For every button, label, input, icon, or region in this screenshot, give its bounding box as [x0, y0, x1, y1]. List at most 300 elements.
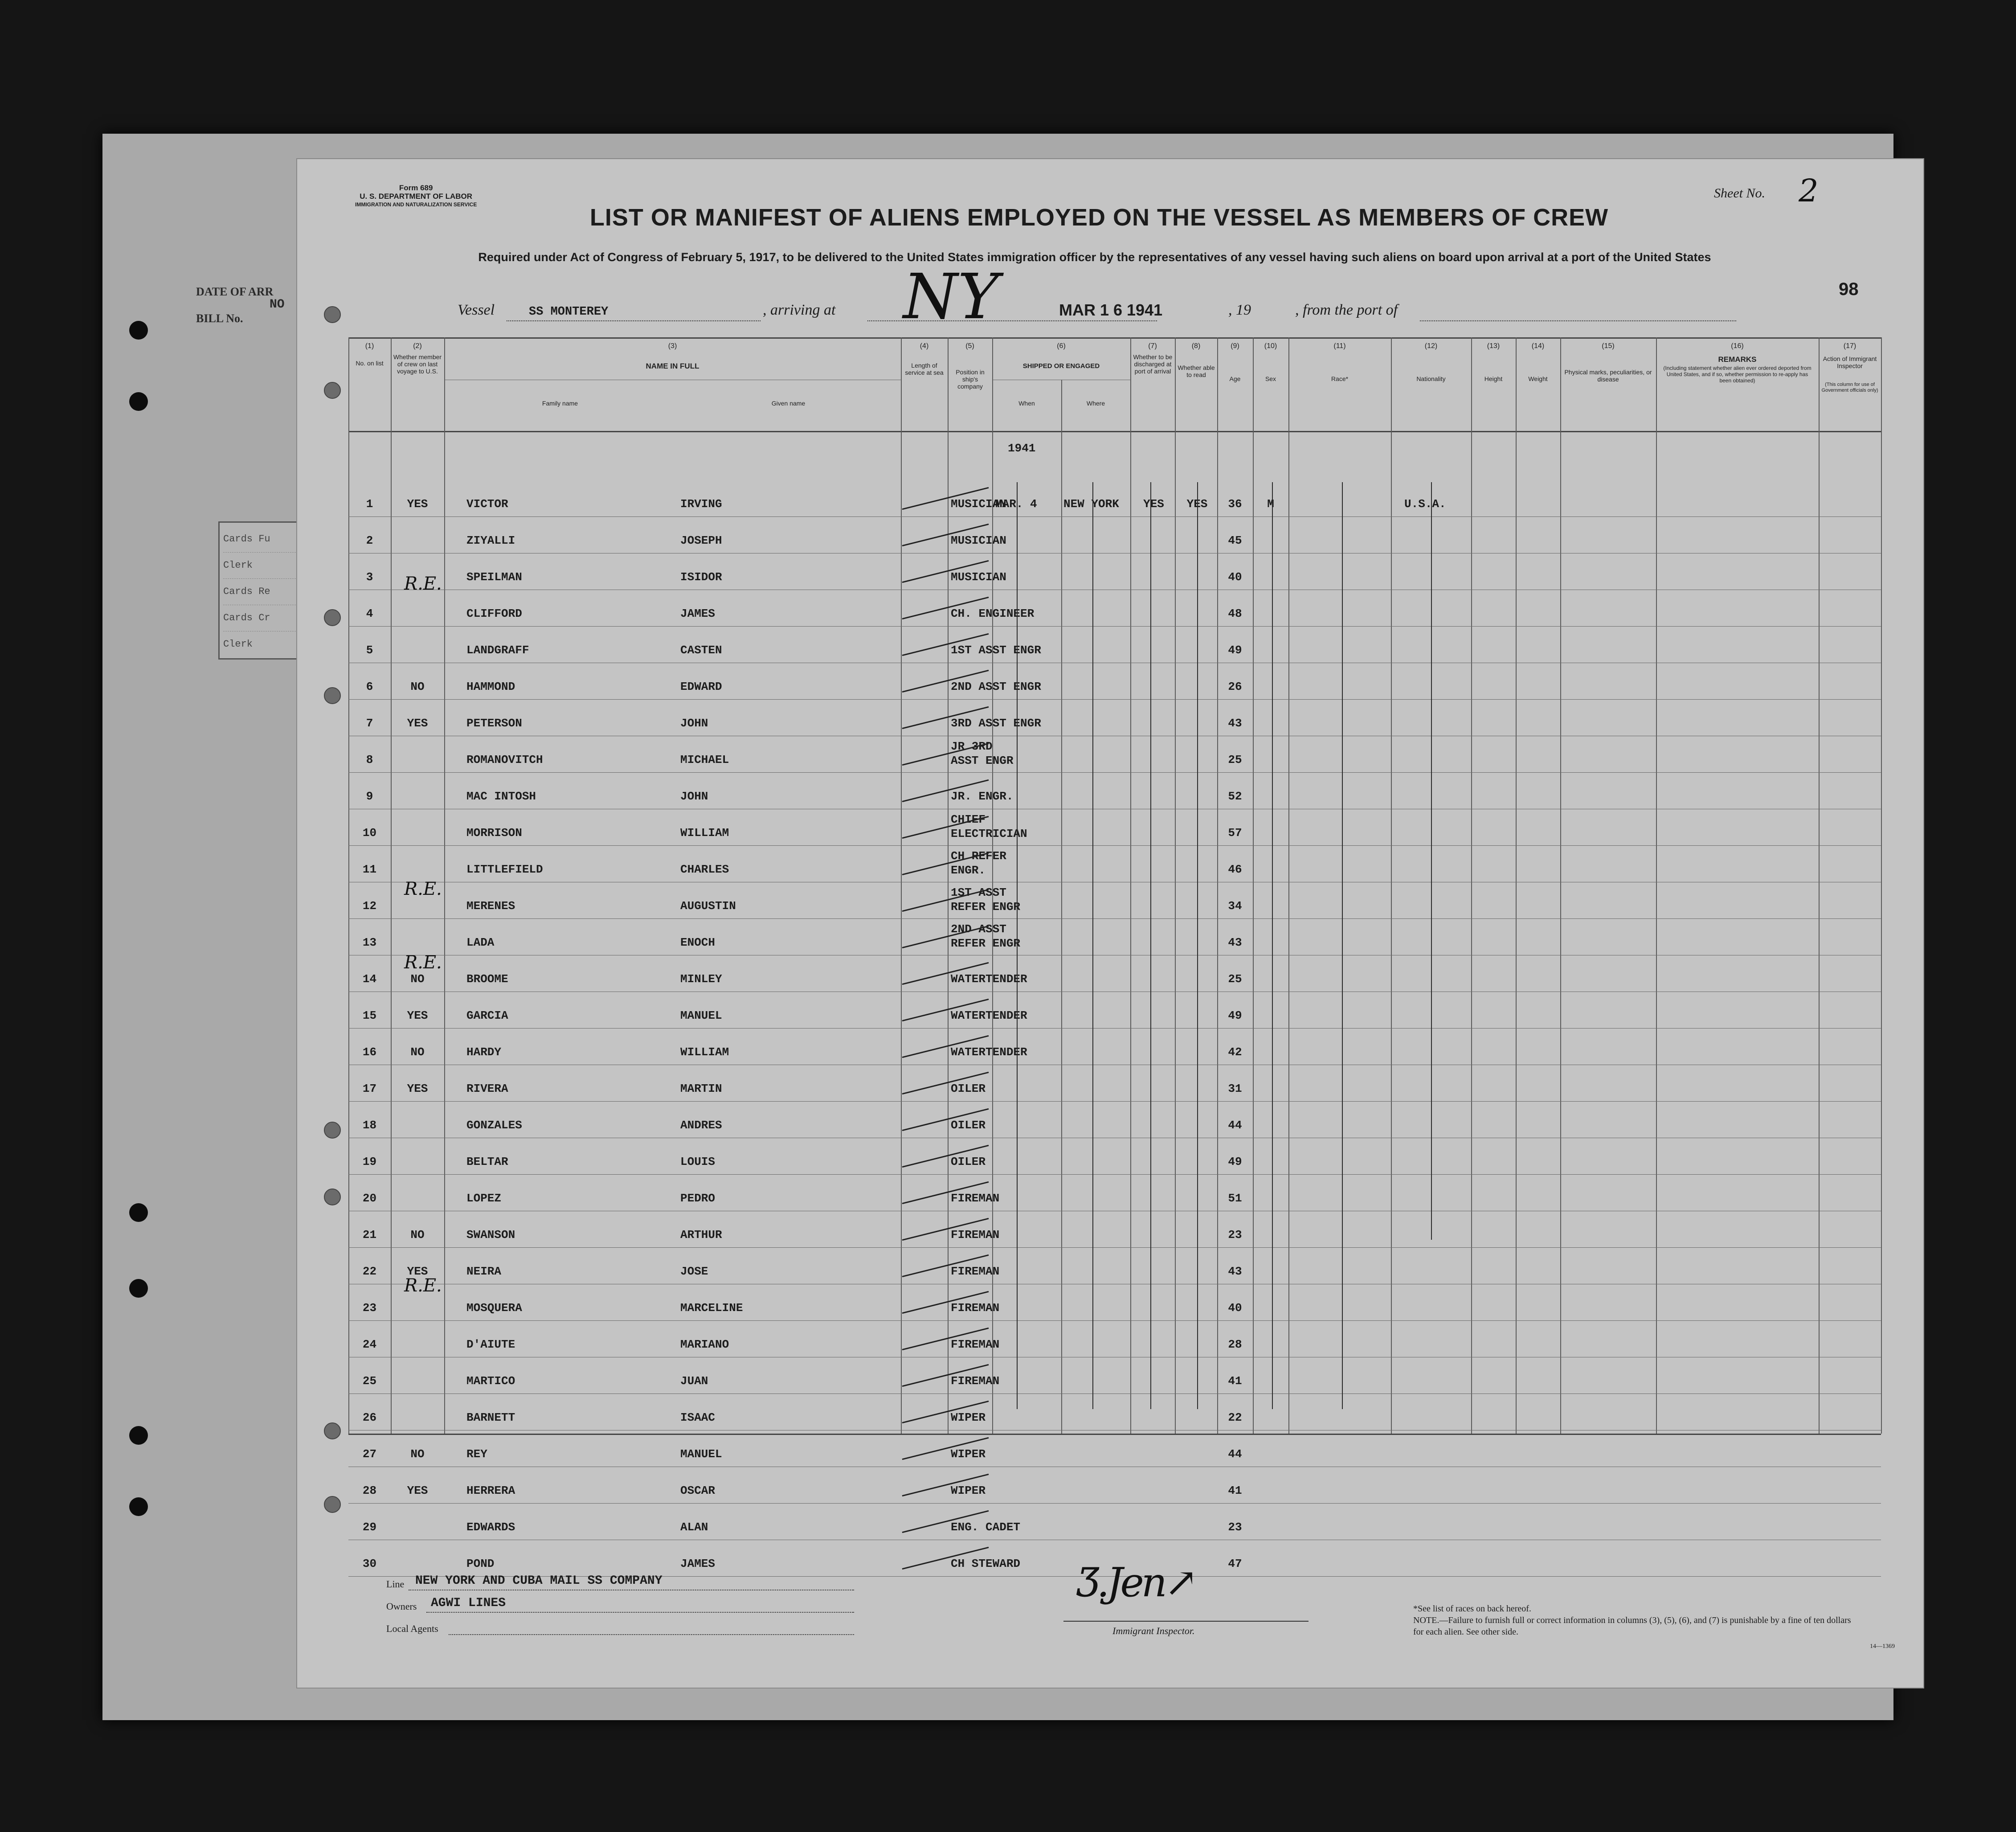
inspector-signature: Ʒ.Jen↗: [1077, 1559, 1196, 1606]
col-line: [1881, 337, 1882, 1434]
cell-row-number: 28: [362, 1484, 377, 1497]
col-header-length-service: Length of service at sea: [905, 362, 944, 376]
cell-row-number: 17: [362, 1082, 377, 1095]
table-row: [348, 1357, 1881, 1393]
owners-label: Owners: [386, 1601, 417, 1612]
crew-table: [348, 337, 1881, 1570]
col-num: (3): [668, 342, 677, 350]
cell-age: 57: [1228, 826, 1242, 840]
col-header-when: When: [1018, 400, 1035, 407]
cell-row-number: 26: [362, 1411, 377, 1424]
cell-family-name: MAC INTOSH: [466, 790, 536, 803]
cell-family-name: LADA: [466, 936, 495, 949]
cell-row-number: 8: [366, 753, 373, 766]
cell-family-name: BELTAR: [466, 1155, 508, 1168]
sheet-number: 2: [1799, 172, 1819, 209]
table-row: [348, 1247, 1881, 1284]
col-num: (6): [1057, 342, 1066, 350]
cell-age: 43: [1228, 1265, 1242, 1278]
service-name: IMMIGRATION AND NATURALIZATION SERVICE: [355, 201, 477, 208]
col-header-given-name: Given name: [771, 400, 806, 407]
cell-age: 25: [1228, 753, 1242, 766]
cell-last-voyage: YES: [407, 1265, 428, 1278]
cell-age: 31: [1228, 1082, 1242, 1095]
col-num: (16): [1731, 342, 1744, 350]
col-num: (4): [920, 342, 929, 350]
cell-given-name: MARCELINE: [680, 1301, 743, 1315]
cell-given-name: ISAAC: [680, 1411, 716, 1424]
cell-position: MUSICIAN: [951, 534, 1006, 547]
ditto-line: [1092, 482, 1093, 1409]
cell-family-name: ROMANOVITCH: [466, 753, 543, 766]
binder-hole: [129, 321, 148, 340]
cell-age: 49: [1228, 1009, 1242, 1022]
cell-position-line2: ENGR.: [951, 864, 986, 877]
cell-position: 1ST ASST ENGR: [951, 643, 1041, 657]
cell-family-name: VICTOR: [466, 497, 508, 511]
cell-given-name: WILLIAM: [680, 826, 729, 840]
cell-age: 23: [1228, 1228, 1242, 1242]
cell-position: MUSICIAN: [951, 497, 1006, 511]
table-row: [348, 516, 1881, 553]
cell-to-be-discharged: YES: [1143, 497, 1164, 511]
cell-position: ENG. CADET: [951, 1521, 1021, 1534]
manifest-sheet: [296, 158, 1924, 1689]
cell-position: OILER: [951, 1082, 986, 1095]
arriving-label: , arriving at: [763, 302, 836, 318]
table-row: [348, 1101, 1881, 1138]
binder-hole: [129, 1279, 148, 1298]
sheet-number-label: Sheet No.: [1714, 186, 1765, 201]
cell-family-name: PETERSON: [466, 717, 522, 730]
cell-position: WIPER: [951, 1411, 986, 1424]
col-num: (17): [1843, 342, 1857, 350]
cell-row-number: 1: [366, 497, 373, 511]
cell-row-number: 3: [366, 570, 373, 584]
cell-given-name: MICHAEL: [680, 753, 729, 766]
cell-given-name: CASTEN: [680, 643, 722, 657]
col-header-shipped: SHIPPED OR ENGAGED: [1022, 362, 1100, 370]
table-row: [348, 1065, 1881, 1101]
binder-hole: [129, 392, 148, 411]
arriving-underline: [867, 320, 1157, 321]
binder-hole: [129, 1426, 148, 1445]
cell-age: 36: [1228, 497, 1242, 511]
cell-family-name: LITTLEFIELD: [466, 863, 543, 876]
from-port-label: , from the port of: [1295, 302, 1398, 318]
cell-age: 49: [1228, 643, 1242, 657]
cell-given-name: EDWARD: [680, 680, 722, 693]
cell-row-number: 27: [362, 1447, 377, 1461]
owners-value: AGWI LINES: [431, 1596, 506, 1610]
col-num: (5): [965, 342, 974, 350]
cell-age: 48: [1228, 607, 1242, 620]
cell-given-name: MARIANO: [680, 1338, 729, 1351]
table-row: [348, 663, 1881, 699]
col-header-sex: Sex: [1265, 375, 1276, 382]
punch-mark: [324, 1496, 341, 1513]
cell-position: FIREMAN: [951, 1228, 1000, 1242]
cell-age: 51: [1228, 1192, 1242, 1205]
table-row: [348, 882, 1881, 918]
col-num: (10): [1264, 342, 1277, 350]
cell-row-number: 9: [366, 790, 373, 803]
ditto-line: [1342, 482, 1343, 1409]
cell-position: 2ND ASST: [951, 922, 1006, 936]
cell-given-name: MANUEL: [680, 1009, 722, 1022]
cell-family-name: SWANSON: [466, 1228, 515, 1242]
cell-family-name: CLIFFORD: [466, 607, 522, 620]
col-num: (14): [1531, 342, 1545, 350]
table-row: [348, 1211, 1881, 1247]
cell-given-name: AUGUSTIN: [680, 899, 736, 913]
cell-row-number: 18: [362, 1119, 377, 1132]
cell-age: 40: [1228, 1301, 1242, 1315]
cell-age: 45: [1228, 534, 1242, 547]
cell-row-number: 23: [362, 1301, 377, 1315]
cell-family-name: SPEILMAN: [466, 570, 522, 584]
col-header-no-on-list: No. on list: [356, 360, 384, 367]
cell-given-name: PEDRO: [680, 1192, 716, 1205]
cell-given-name: MINLEY: [680, 972, 722, 986]
table-row: [348, 1503, 1881, 1540]
table-row: [348, 553, 1881, 590]
table-row: [348, 1174, 1881, 1211]
stamp-line: Clerk: [223, 639, 253, 650]
col-num: (12): [1424, 342, 1438, 350]
cell-last-voyage: NO: [410, 972, 425, 986]
cell-family-name: HERRERA: [466, 1484, 515, 1497]
cell-row-number: 25: [362, 1374, 377, 1388]
penalty-note: NOTE.—Failure to furnish full or correct information in columns (3), (5), (6), and (7) is punishable by a fine of ten dollars for each alien. See other side.: [1413, 1615, 1851, 1637]
form-identifier: [355, 184, 477, 209]
cell-row-number: 6: [366, 680, 373, 693]
cell-row-number: 13: [362, 936, 377, 949]
cell-age: 25: [1228, 972, 1242, 986]
table-row: [348, 1320, 1881, 1357]
cell-position-line2: ELECTRICIAN: [951, 827, 1027, 840]
cell-position-line2: REFER ENGR: [951, 937, 1021, 950]
table-row: [348, 626, 1881, 663]
col-num: (2): [413, 342, 422, 350]
department-name: U. S. DEPARTMENT OF LABOR: [360, 192, 473, 201]
ditto-line: [1197, 482, 1198, 1409]
cell-last-voyage: YES: [407, 1484, 428, 1497]
cell-position-line2: REFER ENGR: [951, 900, 1021, 914]
cell-given-name: JOHN: [680, 717, 708, 730]
cell-last-voyage: YES: [407, 1009, 428, 1022]
cell-row-number: 5: [366, 643, 373, 657]
stamp-line: Cards Cr: [223, 605, 334, 631]
inspector-label: Immigrant Inspector.: [1112, 1625, 1195, 1636]
cell-family-name: MOSQUERA: [466, 1301, 522, 1315]
vessel-label: Vessel: [458, 302, 495, 318]
arrival-date-stamp: MAR 1 6 1941: [1059, 301, 1163, 319]
cell-position: FIREMAN: [951, 1192, 1000, 1205]
ditto-line: [1017, 482, 1018, 1409]
vessel-name: SS MONTEREY: [529, 305, 609, 319]
cell-sex: M: [1267, 497, 1274, 511]
cell-family-name: MARTICO: [466, 1374, 515, 1388]
cell-family-name: MERENES: [466, 899, 515, 913]
col-header-physical-marks: Physical marks, peculiarities, or disease: [1564, 369, 1652, 383]
cell-row-number: 10: [362, 826, 377, 840]
stamp-line: Clerk: [223, 553, 334, 579]
cell-given-name: ANDRES: [680, 1119, 722, 1132]
cell-age: 22: [1228, 1411, 1242, 1424]
back-bill-label: BILL No.: [196, 312, 243, 325]
col-num: (9): [1231, 342, 1239, 350]
cell-family-name: LOPEZ: [466, 1192, 502, 1205]
agents-underline: [449, 1634, 854, 1635]
cell-given-name: MARTIN: [680, 1082, 722, 1095]
cell-last-voyage: NO: [410, 1045, 425, 1059]
cell-able-to-read: YES: [1186, 497, 1208, 511]
header-bottom-line: [348, 431, 1881, 432]
col-header-nationality: Nationality: [1416, 375, 1446, 382]
cell-row-number: 12: [362, 899, 377, 913]
cell-position-line2: ASST ENGR: [951, 754, 1014, 767]
cell-family-name: ZIYALLI: [466, 534, 515, 547]
cell-position: CH STEWARD: [951, 1557, 1021, 1570]
arriving-port-handwritten: NY: [903, 261, 999, 333]
col-header-position: Position in ship's company: [956, 369, 985, 390]
document-subtitle: Required under Act of Congress of February 5, 1917, to be delivered to the United States immigration officer by the representatives of any vessel having such aliens on board upon arrival at a port of the United States: [478, 250, 1711, 264]
table-top-line: [348, 337, 1881, 339]
punch-mark: [324, 609, 341, 626]
re-annotation: R.E.: [404, 879, 442, 899]
cell-family-name: GARCIA: [466, 1009, 508, 1022]
cell-row-number: 16: [362, 1045, 377, 1059]
table-row: [348, 992, 1881, 1028]
cell-family-name: RIVERA: [466, 1082, 508, 1095]
cell-position: CH. ENGINEER: [951, 607, 1035, 620]
cell-row-number: 24: [362, 1338, 377, 1351]
cell-last-voyage: YES: [407, 497, 428, 511]
cell-family-name: BROOME: [466, 972, 508, 986]
table-row: [348, 1430, 1881, 1467]
cell-given-name: MANUEL: [680, 1447, 722, 1461]
form-number: Form 689: [399, 184, 433, 192]
cell-family-name: LANDGRAFF: [466, 643, 529, 657]
cell-age: 34: [1228, 899, 1242, 913]
cell-age: 44: [1228, 1119, 1242, 1132]
cell-age: 49: [1228, 1155, 1242, 1168]
cell-given-name: CHARLES: [680, 863, 729, 876]
cell-given-name: WILLIAM: [680, 1045, 729, 1059]
ditto-line: [1272, 482, 1273, 1409]
cell-age: 23: [1228, 1521, 1242, 1534]
ditto-line: [1150, 482, 1151, 1409]
form-code: 14—1369: [1870, 1643, 1895, 1650]
cell-last-voyage: NO: [410, 680, 425, 693]
col-num: (1): [365, 342, 374, 350]
cell-position: WIPER: [951, 1484, 986, 1497]
cell-position: OILER: [951, 1119, 986, 1132]
cell-given-name: ARTHUR: [680, 1228, 722, 1242]
col-header-remarks-note: (Including statement whether alien ever ordered deported from United States, and if so, whether permission to re-apply has been obtained): [1663, 365, 1812, 384]
cell-position: FIREMAN: [951, 1301, 1000, 1315]
re-annotation: R.E.: [404, 1275, 442, 1296]
cell-position: MUSICIAN: [951, 570, 1006, 584]
punch-mark: [324, 382, 341, 399]
cell-last-voyage: YES: [407, 717, 428, 730]
stamp-line: Cards Fu: [223, 526, 334, 553]
cell-position: 2ND ASST ENGR: [951, 680, 1041, 693]
cell-last-voyage: NO: [410, 1447, 425, 1461]
table-row: [348, 845, 1881, 882]
cell-position: 1ST ASST: [951, 886, 1006, 899]
table-row: [348, 480, 1881, 516]
year-label: , 19: [1228, 302, 1251, 318]
cell-age: 52: [1228, 790, 1242, 803]
stamp-number: 98: [1839, 279, 1859, 299]
cell-age: 46: [1228, 863, 1242, 876]
cell-age: 41: [1228, 1484, 1242, 1497]
stamp-line: Cards Re: [223, 579, 334, 605]
cell-given-name: JUAN: [680, 1374, 708, 1388]
cell-nationality: U.S.A.: [1404, 497, 1446, 511]
col-header-read: Whether able to read: [1178, 364, 1215, 378]
col-header-name: NAME IN FULL: [646, 362, 699, 370]
cell-row-number: 21: [362, 1228, 377, 1242]
owners-underline: [426, 1612, 854, 1613]
cell-age: 43: [1228, 936, 1242, 949]
col-header-family-name: Family name: [542, 400, 578, 407]
col-num: (8): [1191, 342, 1201, 350]
cell-position: CHIEF: [951, 813, 986, 826]
binder-hole: [129, 1497, 148, 1516]
table-row: [348, 918, 1881, 955]
table-row: [348, 1028, 1881, 1065]
cell-row-number: 14: [362, 972, 377, 986]
col-num: (11): [1333, 342, 1346, 350]
cell-row-number: 11: [362, 863, 377, 876]
cell-age: 40: [1228, 570, 1242, 584]
cell-given-name: ISIDOR: [680, 570, 722, 584]
cell-family-name: HAMMOND: [466, 680, 515, 693]
col-num: (7): [1148, 342, 1157, 350]
cell-age: 44: [1228, 1447, 1242, 1461]
cell-family-name: MORRISON: [466, 826, 522, 840]
from-port-underline: [1420, 320, 1736, 321]
cell-age: 42: [1228, 1045, 1242, 1059]
cell-given-name: LOUIS: [680, 1155, 716, 1168]
cell-given-name: ALAN: [680, 1521, 708, 1534]
line-label: Line: [386, 1578, 405, 1590]
col-header-where: Where: [1086, 400, 1105, 407]
cell-family-name: D'AIUTE: [466, 1338, 515, 1351]
vessel-underline: [507, 320, 761, 321]
table-row: [348, 772, 1881, 809]
cell-age: 26: [1228, 680, 1242, 693]
cell-position: JR 3RD: [951, 740, 993, 753]
cell-position: JR. ENGR.: [951, 790, 1014, 803]
cell-row-number: 22: [362, 1265, 377, 1278]
punch-mark: [324, 306, 341, 323]
cell-family-name: HARDY: [466, 1045, 502, 1059]
cell-age: 43: [1228, 717, 1242, 730]
races-note: *See list of races on back hereof.: [1413, 1604, 1531, 1614]
line-value: NEW YORK AND CUBA MAIL SS COMPANY: [415, 1574, 662, 1588]
cell-row-number: 4: [366, 607, 373, 620]
punch-mark: [324, 1122, 341, 1139]
cell-age: 41: [1228, 1374, 1242, 1388]
document-title: LIST OR MANIFEST OF ALIENS EMPLOYED ON THE VESSEL AS MEMBERS OF CREW: [589, 204, 1609, 231]
cell-position: WIPER: [951, 1447, 986, 1461]
table-row: [348, 809, 1881, 845]
col-header-discharged: Whether to be discharged at port of arrival: [1133, 353, 1173, 375]
cell-position: WATERTENDER: [951, 1045, 1027, 1059]
cell-given-name: IRVING: [680, 497, 722, 511]
cell-family-name: POND: [466, 1557, 495, 1570]
table-row: [348, 1393, 1881, 1430]
cell-given-name: JOSEPH: [680, 534, 722, 547]
re-annotation: R.E.: [404, 952, 442, 973]
cell-family-name: GONZALES: [466, 1119, 522, 1132]
col-num: (13): [1487, 342, 1500, 350]
cell-family-name: BARNETT: [466, 1411, 515, 1424]
cell-position: FIREMAN: [951, 1374, 1000, 1388]
local-agents-label: Local Agents: [386, 1623, 438, 1634]
cell-row-number: 29: [362, 1521, 377, 1534]
cell-family-name: REY: [466, 1447, 487, 1461]
cell-position: FIREMAN: [951, 1338, 1000, 1351]
year-entry: 1941: [1008, 442, 1036, 455]
ditto-line: [1431, 482, 1432, 1240]
cell-shipped-where: NEW YORK: [1063, 497, 1119, 511]
table-row: [348, 955, 1881, 992]
col-header-remarks: REMARKS: [1718, 355, 1757, 364]
col-header-last-voyage: Whether member of crew on last voyage to U.S.: [393, 353, 442, 375]
table-row: [348, 1467, 1881, 1503]
cell-row-number: 15: [362, 1009, 377, 1022]
cell-given-name: JAMES: [680, 607, 716, 620]
table-row: [348, 590, 1881, 626]
table-row: [348, 1138, 1881, 1174]
cell-position: 3RD ASST ENGR: [951, 717, 1041, 730]
cell-given-name: JOHN: [680, 790, 708, 803]
cell-position: CH REFER: [951, 849, 1006, 863]
cell-row-number: 30: [362, 1557, 377, 1570]
col-header-race: Race*: [1331, 375, 1349, 382]
cell-given-name: ENOCH: [680, 936, 716, 949]
cell-position: WATERTENDER: [951, 1009, 1027, 1022]
table-row: [348, 699, 1881, 736]
binder-hole: [129, 1203, 148, 1222]
cell-age: 47: [1228, 1557, 1242, 1570]
back-date-label: DATE OF ARR: [196, 285, 274, 298]
cell-last-voyage: NO: [410, 1228, 425, 1242]
cell-given-name: JAMES: [680, 1557, 716, 1570]
cell-last-voyage: YES: [407, 1082, 428, 1095]
punch-mark: [324, 1422, 341, 1439]
cell-given-name: OSCAR: [680, 1484, 716, 1497]
cell-age: 28: [1228, 1338, 1242, 1351]
cell-position: OILER: [951, 1155, 986, 1168]
cell-position: FIREMAN: [951, 1265, 1000, 1278]
table-row: [348, 736, 1881, 772]
signature-line: [1063, 1621, 1309, 1622]
cell-shipped-when: MAR. 4: [995, 497, 1037, 511]
cell-given-name: JOSE: [680, 1265, 708, 1278]
table-row: [348, 1284, 1881, 1320]
back-date-value: NO: [270, 298, 285, 311]
col-header-inspector-note: (This column for use of Government officials only): [1821, 382, 1878, 393]
cell-row-number: 7: [366, 717, 373, 730]
punch-mark: [324, 687, 341, 704]
cell-family-name: EDWARDS: [466, 1521, 515, 1534]
